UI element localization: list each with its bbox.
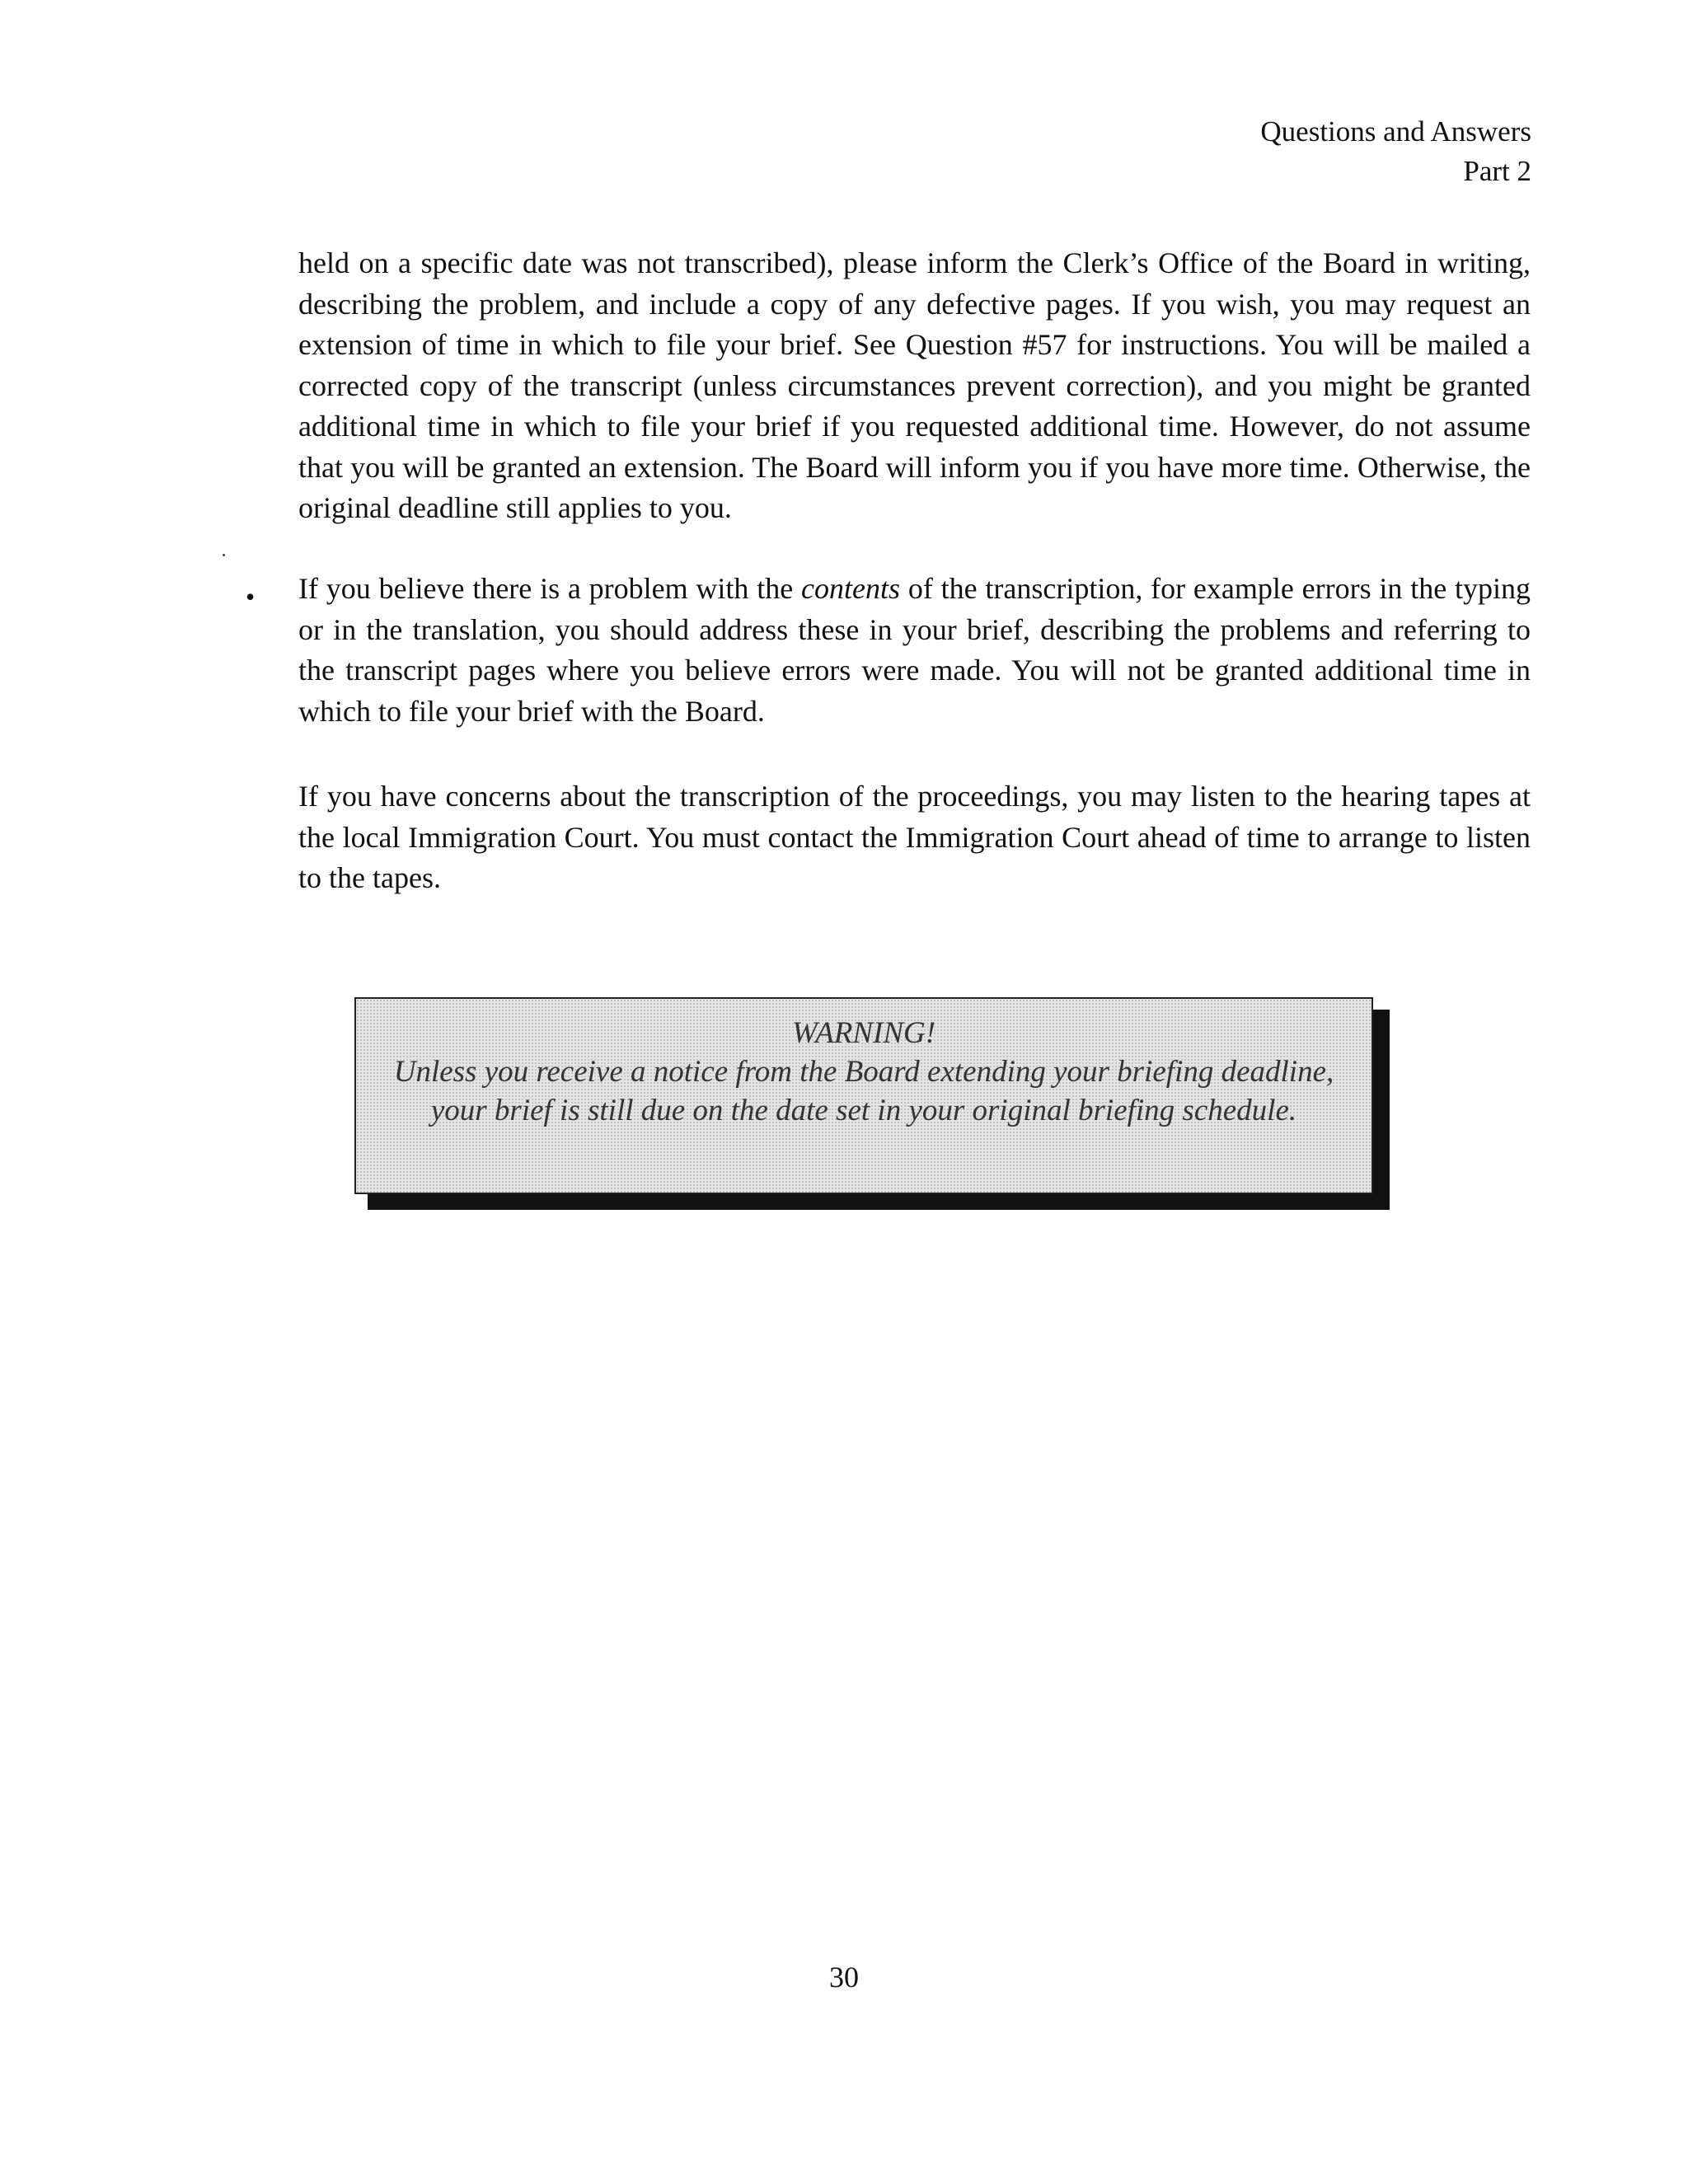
header-title: Questions and Answers	[1260, 115, 1531, 148]
warning-box	[354, 997, 1373, 1194]
bullet-icon: •	[246, 582, 256, 612]
stray-mark	[223, 554, 225, 556]
header-part: Part 2	[1463, 155, 1531, 187]
page-number: 30	[829, 1961, 859, 1994]
paragraph-hearing-tapes: If you have concerns about the transcription of the proceedings, you may listen to the hearing tapes at the local Immigration Court. You must contact the Immigration Court ahead of time to arrange to listen to the tapes.	[298, 780, 1531, 894]
bullet-text-emphasis: contents	[801, 572, 901, 605]
bullet-text-after: of the transcription, for example errors in the typing or in the translation, you should address these in your brief, describing the problems and referring to the transcript pages where you believe errors were made. You will not be granted additional time in which to file your brief with the Board.	[298, 572, 1531, 728]
paragraph-transcript-contents	[298, 569, 1531, 732]
paragraph-transcript-defect: held on a specific date was not transcribed), please inform the Clerk’s Office of the Board in writing, describing the problem, and include a copy of any defective pages. If you wish, you may request an extension of time in which to file your brief. See Question #57 for instructions. You will be mailed a corrected copy of the transcript (unless circumstances prevent correction), and you might be granted additional time in which to file your brief if you requested additional time. However, do not assume that you will be granted an extension. The Board will inform you if you have more time. Otherwise, the original deadline still applies to you.	[298, 246, 1531, 524]
warning-title: WARNING!	[791, 1016, 936, 1050]
page-header	[1260, 112, 1531, 191]
bullet-text-before: If you believe there is a problem with the	[298, 572, 802, 605]
warning-line-1: Unless you receive a notice from the Board extending your briefing deadline,	[393, 1055, 1334, 1089]
warning-line-2: your brief is still due on the date set in your original briefing schedule.	[430, 1094, 1297, 1127]
